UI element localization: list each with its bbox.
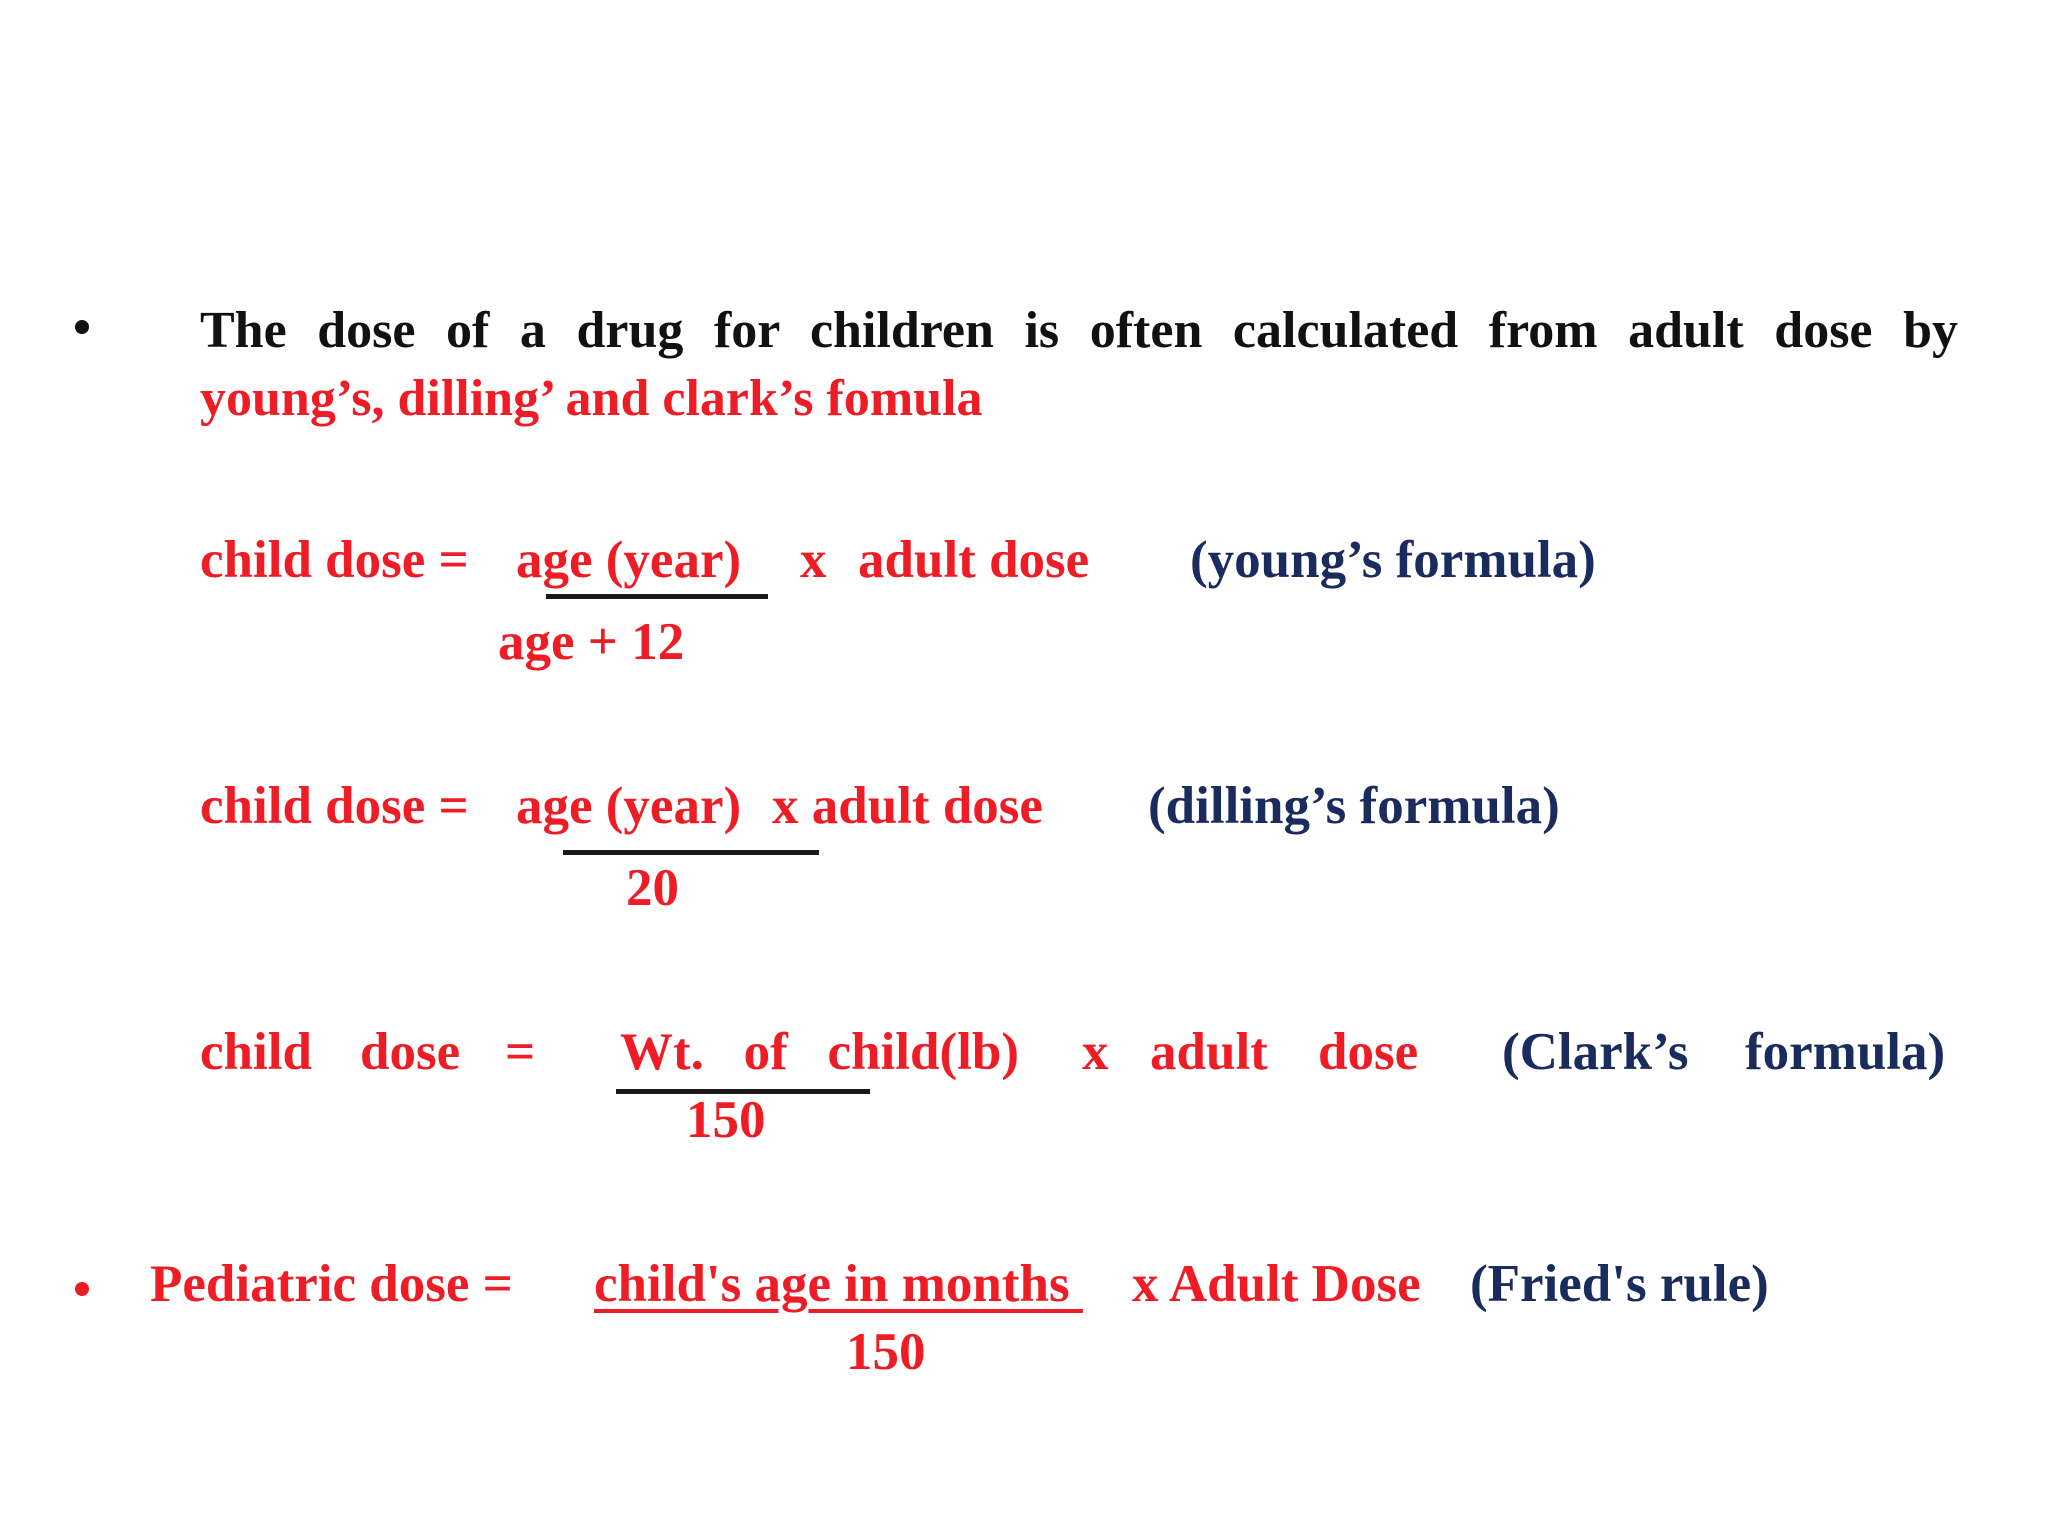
clark-formula-name-1: (Clark’s [1502,1023,1689,1081]
dilling-numerator: age (year) [516,777,742,835]
clark-lhs-equals: = [505,1023,536,1081]
dilling-denominator: 20 [626,859,679,917]
intro-text: The dose of a drug for children is often calculated from adult dose by [200,302,1958,359]
young-operator: x [800,531,827,589]
clark-lhs-child: child [200,1023,312,1081]
young-fraction-bar [546,594,768,599]
young-denominator: age + 12 [498,613,685,671]
dilling-formula-name: (dilling’s formula) [1148,777,1560,835]
young-lhs: child dose = [200,531,469,589]
bullet-icon [75,320,89,334]
clark-formula-name-2: formula) [1745,1023,1946,1081]
clark-lhs-dose: dose [360,1023,461,1081]
young-numerator: age (year) [516,531,742,589]
clark-multiplier-adult: adult [1150,1023,1268,1081]
fried-lhs: Pediatric dose = [150,1255,513,1313]
fried-denominator: 150 [846,1323,926,1381]
fried-rule-name: (Fried's rule) [1470,1255,1769,1313]
dilling-multiplier: x adult dose [772,777,1043,835]
fried-multiplier: x Adult Dose [1132,1255,1421,1313]
bullet-icon [75,1282,89,1296]
clark-denominator: 150 [686,1091,766,1149]
young-multiplier: adult dose [858,531,1090,589]
intro-formula-list: young’s, dilling’ and clark’s fomula [200,370,983,427]
dilling-fraction-bar [563,850,819,855]
clark-operator: x [1082,1023,1109,1081]
dilling-lhs: child dose = [200,777,469,835]
fried-numerator: child's age in months [594,1255,1083,1313]
clark-multiplier-dose: dose [1318,1023,1419,1081]
young-formula-name: (young’s formula) [1190,531,1596,589]
clark-numerator: Wt. of child(lb) [620,1023,1019,1081]
